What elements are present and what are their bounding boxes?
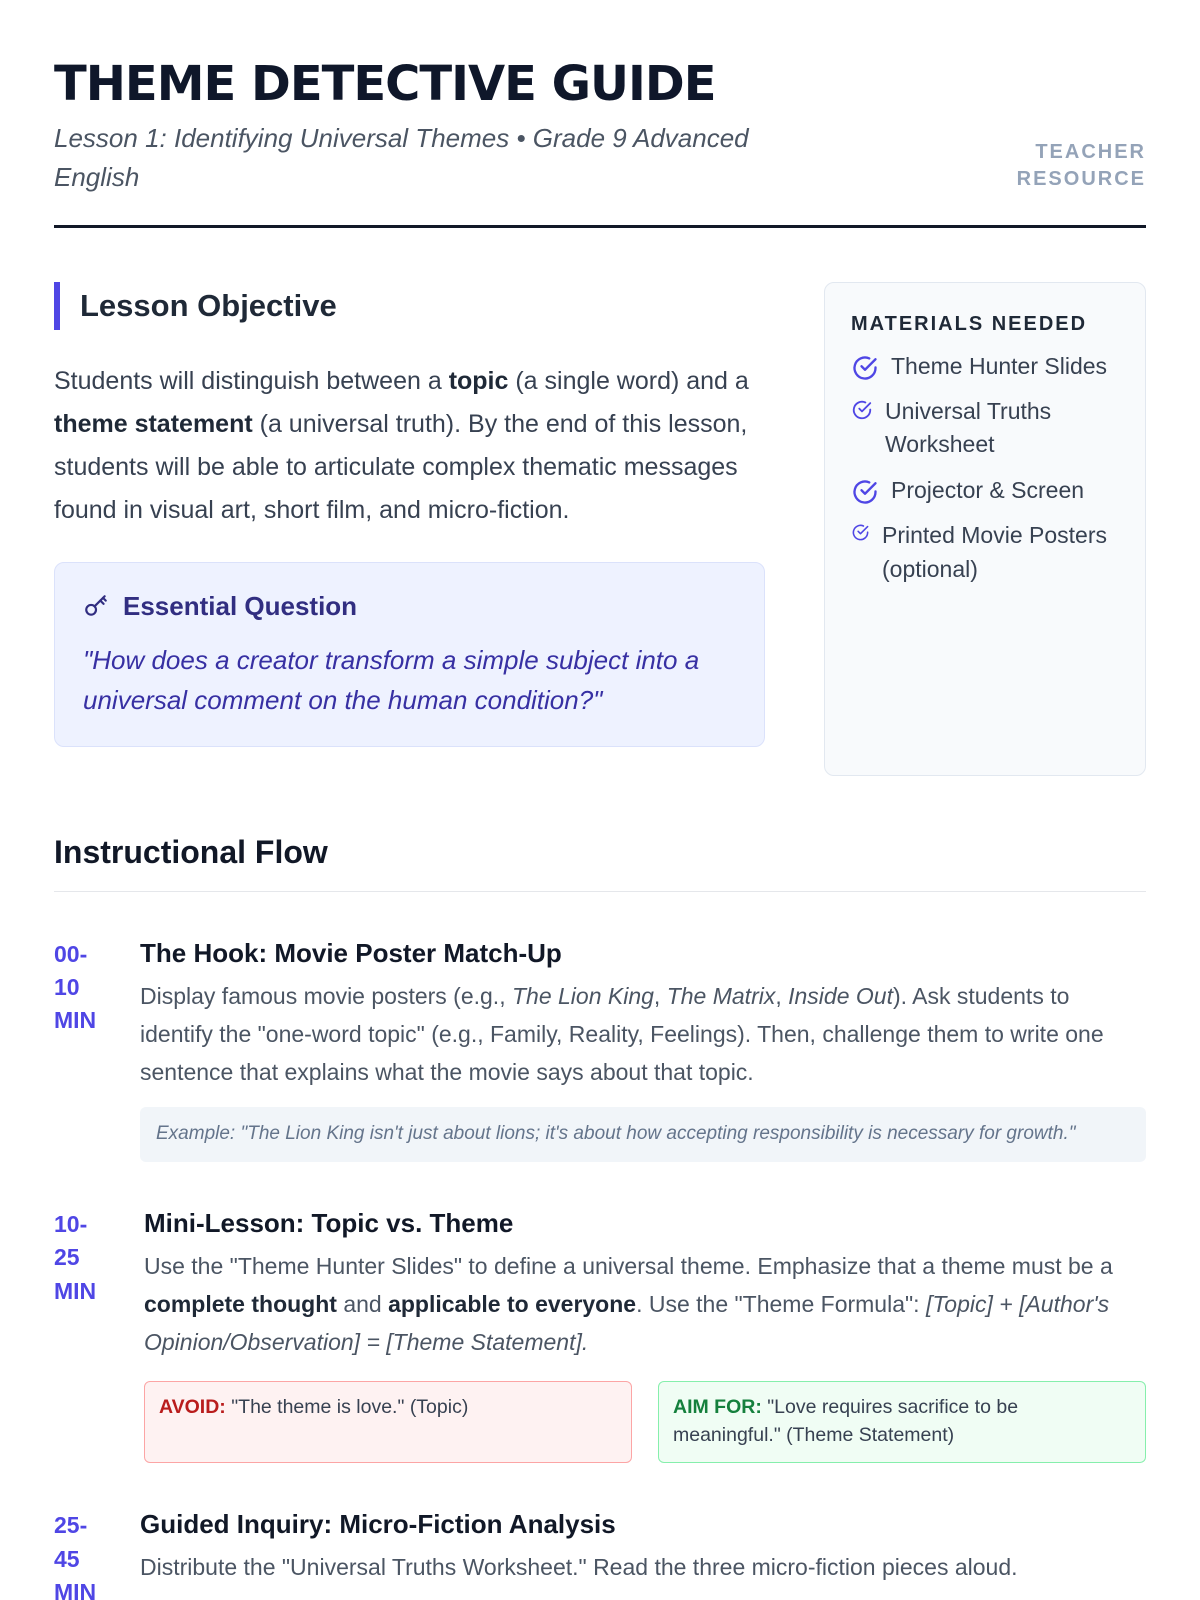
heading-accent-bar xyxy=(54,282,60,330)
material-item xyxy=(851,395,1119,462)
material-label: Universal Truths Worksheet xyxy=(885,398,1052,458)
page-subtitle: Lesson 1: Identifying Universal Themes • Grade 9 Advanced English xyxy=(54,122,749,192)
step-body xyxy=(140,1509,1146,1600)
material-item xyxy=(851,474,1119,507)
materials-panel xyxy=(824,282,1146,776)
check-circle-icon xyxy=(851,523,870,542)
objective-text-1: Students will distinguish between a xyxy=(54,366,449,395)
step-text-part: Use the "Theme Hunter Slides" to define a universal theme. Emphasize that a theme must be a xyxy=(144,1252,1113,1279)
step-time xyxy=(54,1208,144,1464)
material-item xyxy=(851,519,1119,586)
objective-text xyxy=(54,360,765,532)
badge-line-1: TEACHER xyxy=(1035,140,1146,163)
essential-question-title: Essential Question xyxy=(123,590,358,621)
aim-for-label: AIM FOR: xyxy=(673,1396,762,1419)
step-title: Guided Inquiry: Micro-Fiction Analysis xyxy=(140,1509,616,1540)
step-text-part: ). Ask students to identify the "one-word topic" (e.g., Family, Reality, Feelings). Then, challenge them to write one sentence that explains what the movie says about that topic. xyxy=(140,982,1104,1086)
step-time-text: 00- 10 MIN xyxy=(54,940,97,1034)
page-title: THEME DETECTIVE GUIDE xyxy=(54,56,716,112)
top-section xyxy=(54,282,1146,776)
step-text-part: , xyxy=(653,982,667,1009)
essential-question-heading xyxy=(83,591,736,622)
instructional-flow-title: Instructional Flow xyxy=(54,834,1146,892)
header xyxy=(54,58,1146,228)
key-icon xyxy=(83,593,109,619)
step-description xyxy=(140,977,1146,1092)
material-item xyxy=(851,350,1119,383)
step-time-text: 25- 45 MIN xyxy=(54,1512,97,1600)
objective-bold-theme: theme statement xyxy=(54,409,253,438)
badge-line-2: RESOURCE xyxy=(1016,167,1146,190)
example-callout: Example: "The Lion King isn't just about lions; it's about how accepting responsibility is necessary for growth." xyxy=(140,1107,1146,1162)
avoid-text: "The theme is love." (Topic) xyxy=(225,1396,469,1419)
step-description: Distribute the "Universal Truths Worksheet." Read the three micro-fiction pieces aloud. xyxy=(140,1554,1018,1581)
step-bold-text: applicable to everyone xyxy=(388,1291,637,1318)
objective-title: Lesson Objective xyxy=(80,287,337,323)
step-bold-text: complete thought xyxy=(144,1291,337,1318)
step-title: Mini-Lesson: Topic vs. Theme xyxy=(144,1207,514,1238)
material-label: Projector & Screen xyxy=(891,476,1085,503)
material-label: Printed Movie Posters (optional) xyxy=(882,522,1107,582)
essential-question-quote: "How does a creator transform a simple subject into a universal comment on the human condition?" xyxy=(83,644,700,716)
objective-heading xyxy=(54,282,765,330)
objective-column xyxy=(54,282,765,776)
step-text-part: Display famous movie posters (e.g., xyxy=(140,982,512,1009)
step-text-part: , xyxy=(775,982,789,1009)
flow-step-mini-lesson xyxy=(54,1208,1146,1464)
objective-text-3: (a universal truth). By the end of this lesson, students will be able to articulate complex thematic messages found in visual art, short film, and micro-fiction. xyxy=(54,409,748,524)
check-circle-icon xyxy=(851,399,873,421)
check-circle-icon xyxy=(851,478,879,506)
teacher-resource-badge xyxy=(1017,139,1146,193)
movie-title: Inside Out xyxy=(788,982,893,1009)
check-circle-icon xyxy=(851,354,879,382)
flow-step-hook xyxy=(54,938,1146,1162)
flow-step-guided-inquiry xyxy=(54,1509,1146,1600)
step-title: The Hook: Movie Poster Match-Up xyxy=(140,937,562,968)
step-text-part: . Use the "Theme Formula": xyxy=(636,1291,926,1318)
aim-for-text: "Love requires sacrifice to be meaningful." (Theme Statement) xyxy=(673,1396,1019,1446)
theme-formula: [Topic] + [Author's Opinion/Observation] = [Theme Statement]. xyxy=(144,1291,1110,1356)
materials-title: MATERIALS NEEDED xyxy=(851,312,1088,335)
header-left xyxy=(54,58,834,197)
step-time xyxy=(54,938,140,1162)
avoid-callout xyxy=(144,1381,632,1463)
step-description xyxy=(144,1247,1146,1362)
step-time-text: 10- 25 MIN xyxy=(54,1210,97,1304)
movie-title: The Lion King xyxy=(511,982,654,1009)
comparison-row xyxy=(144,1381,1146,1463)
essential-question-box xyxy=(54,562,765,748)
material-label: Theme Hunter Slides xyxy=(891,352,1108,379)
step-body xyxy=(140,938,1146,1162)
objective-bold-topic: topic xyxy=(448,366,509,395)
movie-title: The Matrix xyxy=(666,982,776,1009)
step-time xyxy=(54,1509,140,1600)
objective-text-2: (a single word) and a xyxy=(508,366,749,395)
step-body xyxy=(144,1208,1146,1464)
avoid-label: AVOID: xyxy=(159,1396,226,1419)
step-text-part: and xyxy=(336,1291,389,1318)
aim-for-callout xyxy=(658,1381,1146,1463)
